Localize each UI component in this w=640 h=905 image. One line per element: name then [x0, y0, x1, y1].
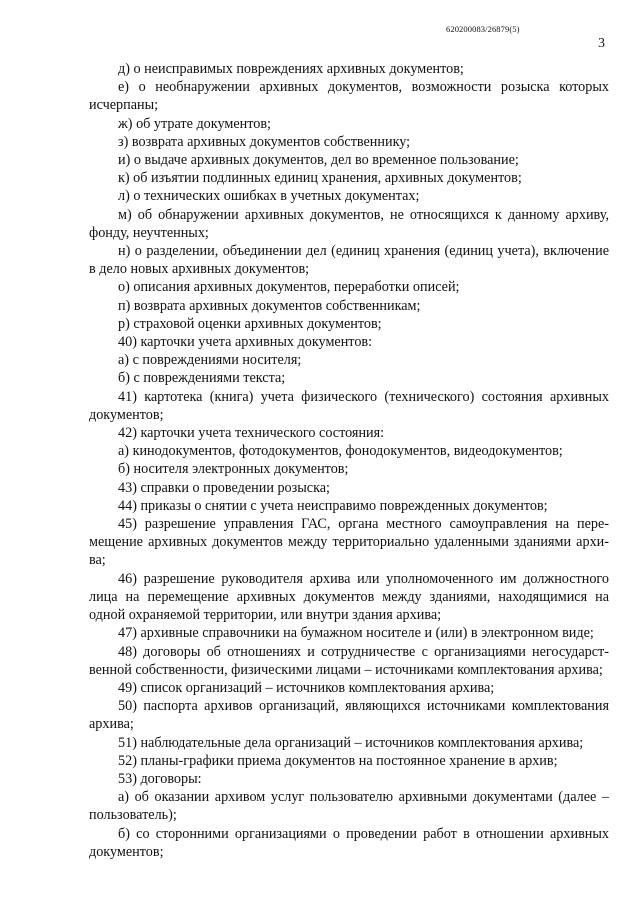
paragraph: 47) архивные справочники на бумажном носителе и (или) в электронном виде; [118, 625, 594, 642]
paragraph: 49) список организаций – источников комплектования архива; [118, 679, 495, 696]
paragraph: к) об изъятии подлинных единиц хранения, архивных документов; [118, 170, 522, 187]
document-body [89, 60, 609, 861]
paragraph: 52) планы-графики приема документов на постоянное хранение в архив; [118, 752, 558, 769]
paragraph: м) об обнаружении архивных документов, не относящихся к данному архиву, фонду, неучтенных; [89, 206, 609, 241]
paragraph: л) о технических ошибках в учетных документах; [118, 188, 420, 205]
paragraph: а) кинодокументов, фотодокументов, фонодокументов, видеодокументов; [118, 443, 563, 460]
page-number: 3 [598, 36, 605, 51]
paragraph: 42) карточки учета технического состояния: [118, 425, 385, 442]
paragraph: 46) разрешение руководителя архива или уполномоченного им должностного лица на перемещение архивных документов между зданиями, находящимися на одной охраняемой территории, или внутри здания архива; [89, 570, 609, 624]
paragraph: б) со сторонними организациями о проведении работ в отношении архивных документов; [89, 825, 609, 860]
paragraph: ж) об утрате документов; [118, 115, 271, 132]
paragraph: 40) карточки учета архивных документов: [118, 334, 373, 351]
paragraph: б) с повреждениями текста; [118, 370, 286, 387]
paragraph: д) о неисправимых повреждениях архивных документов; [118, 61, 464, 77]
paragraph: 45) разрешение управления ГАС, органа местного самоуправления на перемещение архивных документов между территориально удаленными зданиями архива; [89, 516, 609, 569]
paragraph: и) о выдаче архивных документов, дел во временное пользование; [118, 152, 519, 169]
paragraph: 53) договоры: [118, 770, 202, 787]
paragraph: 50) паспорта архивов организаций, являющихся источниками комплектования архива; [89, 698, 609, 733]
paragraph: р) страховой оценки архивных документов; [118, 315, 382, 332]
paragraph: б) носителя электронных документов; [118, 461, 349, 478]
paragraph: н) о разделении, объединении дел (единиц хранения (единиц учета), включение в дело новых архивных документов; [89, 243, 609, 278]
paragraph: а) с повреждениями носителя; [118, 352, 302, 369]
paragraph: е) о необнаружении архивных документов, возможности розыска которых исчерпаны; [89, 79, 609, 114]
paragraph: 44) приказы о снятии с учета неисправимо поврежденных документов; [118, 497, 548, 514]
paragraph: 43) справки о проведении розыска; [118, 479, 330, 496]
paragraph: 51) наблюдательные дела организаций – источников комплектования архива; [118, 734, 584, 751]
paragraph: а) об оказании архивом услуг пользователю архивными документами (далее – пользователь); [89, 789, 609, 824]
paragraph: о) описания архивных документов, переработки описей; [118, 279, 460, 296]
paragraph: п) возврата архивных документов собственникам; [118, 297, 421, 314]
paragraph: 48) договоры об отношениях и сотрудничестве с организациями негосударственной собственности, физическими лицами – источниками комплектования архива; [89, 643, 609, 678]
paragraph: 41) картотека (книга) учета физического (технического) состояния архивных документов; [89, 388, 609, 423]
document-id: 620200083/26879(5) [446, 24, 520, 34]
paragraph: з) возврата архивных документов собственнику; [118, 133, 411, 150]
